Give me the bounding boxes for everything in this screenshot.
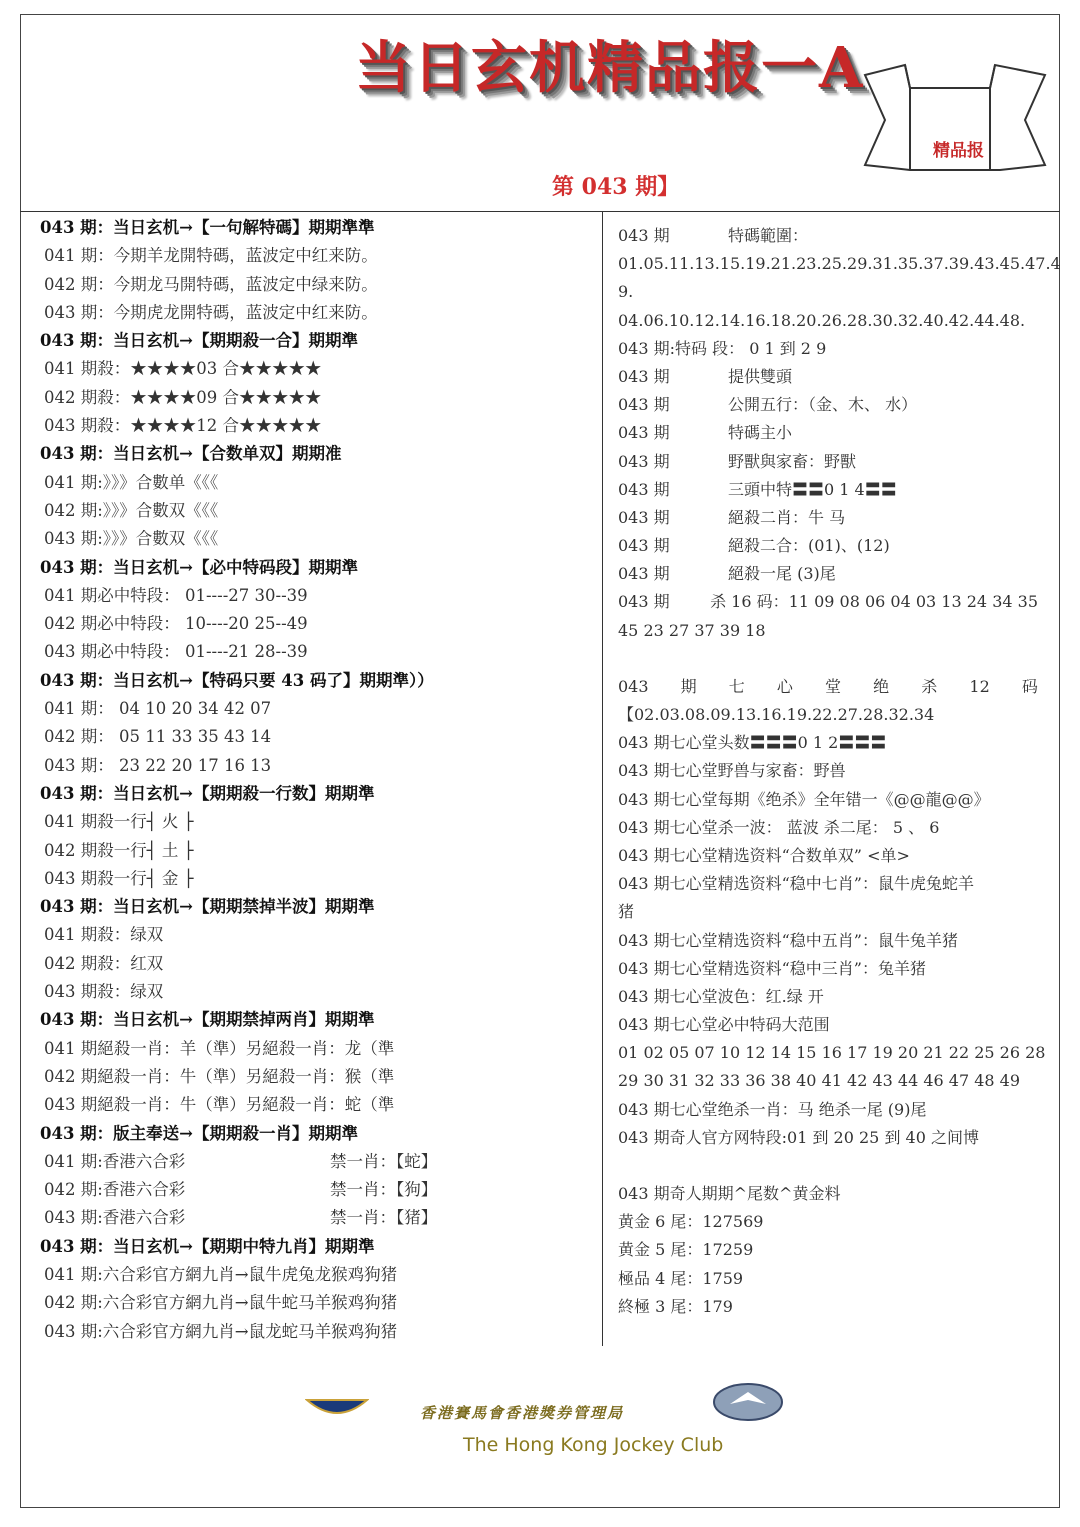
right-line: 043 期七心堂野兽与家畜：野兽 <box>618 761 846 781</box>
list-item: 042 期： 05 11 33 35 43 14 <box>44 727 272 747</box>
right-line: 極品 4 尾：1759 <box>618 1268 744 1288</box>
right-line: 043 期七心堂精选资料“稳中三肖”：兔羊猪 <box>618 958 926 978</box>
right-line: 04.06.10.12.14.16.18.20.26.28.30.32.40.42.44.48. <box>618 310 1026 330</box>
scroll-banner-icon <box>860 60 1050 180</box>
section-heading: 043 期：当日玄机→【期期殺一合】期期準 <box>40 331 359 351</box>
list-item: 043 期:》》》合數双《《《 <box>44 529 219 549</box>
right-line: 043 期七心堂必中特码大范围 <box>618 1015 830 1035</box>
heading-word: 码 <box>1021 676 1038 696</box>
section-heading: 043 期：当日玄机→【合数单双】期期准 <box>40 444 342 464</box>
issue-number: 第 043 期】 <box>552 174 680 200</box>
right-line: 猪 <box>618 902 635 922</box>
left-column <box>40 214 600 1346</box>
right-row: 043 期 杀 16 码：11 09 08 06 04 03 13 24 34 35 <box>618 592 1038 612</box>
column-divider <box>602 211 603 1346</box>
jockey-club-logo-icon <box>712 1382 784 1422</box>
list-item: 041 期:六合彩官方網九肖→鼠牛虎兔龙猴鸡狗猪 <box>44 1264 398 1284</box>
heading-word: 七 <box>728 676 745 696</box>
right-row: 043 期 絕殺二合：(01)、(12) <box>618 536 890 556</box>
right-line: 043 期七心堂每期《绝杀》全年错一《@@龍@@》 <box>618 789 990 809</box>
right-line: 043 期奇人期期^尾数^黄金料 <box>618 1184 841 1203</box>
right-line: 043 期七心堂杀一波： 蓝波 杀二尾： 5 、 6 <box>618 817 940 837</box>
list-item: 041 期必中特段： 01----27 30--39 <box>44 585 308 605</box>
page-title: 当日玄机精品报一A <box>355 35 865 101</box>
list-item: 043 期殺一行┤ 金 ├ <box>44 868 194 888</box>
list-item: 041 期殺：★★★★03 合★★★★★ <box>44 359 322 379</box>
right-line: 043 期七心堂头数〓〓〓0 1 2〓〓〓 <box>618 733 887 753</box>
section-heading: 043 期：当日玄机→【必中特码段】期期準 <box>40 557 359 577</box>
right-row: 043 期 三頭中特〓〓0 1 4〓〓 <box>618 479 897 499</box>
right-line: 043 期七心堂波色：红.绿 开 <box>618 986 824 1006</box>
section-heading: 043 期：当日玄机→【特码只要 43 码了】期期準）） <box>40 670 434 690</box>
section-heading: 043 期：当日玄机→【期期禁掉两肖】期期準 <box>40 1010 375 1030</box>
right-line: 043 期七心堂精选资料“稳中七肖”：鼠牛虎兔蛇羊 <box>618 874 974 894</box>
section-heading: 043 期：当日玄机→【期期中特九肖】期期準 <box>40 1236 375 1256</box>
list-item: 042 期必中特段： 10----20 25--49 <box>44 614 308 634</box>
list-item: 042 期絕殺一肖：牛（準）另絕殺一肖：猴（準 <box>44 1066 395 1086</box>
right-row: 043 期 絕殺二肖：牛 马 <box>618 507 846 527</box>
right-line: 043 期:特码 段： 0 1 到 2 9 <box>618 338 827 358</box>
list-item: 042 期殺：★★★★09 合★★★★★ <box>44 387 322 407</box>
heading-word: 12 <box>969 676 990 696</box>
right-line: 043 期奇人官方网特段:01 到 20 25 到 40 之间博 <box>618 1127 979 1147</box>
right-line: 043 期七心堂精选资料“合数单双” <单> <box>618 845 910 865</box>
footer-english-name: The Hong Kong Jockey Club <box>463 1434 724 1456</box>
list-item: 042 期:六合彩官方網九肖→鼠牛蛇马羊猴鸡狗猪 <box>44 1293 398 1313</box>
list-item: 043 期： 23 22 20 17 16 13 <box>44 755 272 775</box>
list-item: 041 期絕殺一肖：羊（準）另絕殺一肖：龙（準 <box>44 1038 395 1058</box>
list-item: 041 期:》》》合數单《《《 <box>44 472 219 492</box>
lottery-logo-icon <box>305 1396 369 1420</box>
list-item: 043 期:六合彩官方網九肖→鼠龙蛇马羊猴鸡狗猪 <box>44 1321 398 1341</box>
list-item: 042 期殺：红双 <box>44 953 164 973</box>
right-line: 29 30 31 32 33 36 38 40 41 42 43 44 46 47 48 49 <box>618 1071 1021 1091</box>
header-divider <box>20 211 1060 212</box>
ban-row: 041 期:香港六合彩 禁一肖：【蛇】 <box>44 1151 438 1171</box>
list-item: 043 期殺：绿双 <box>44 982 164 1002</box>
heading-word: 期 <box>680 676 697 696</box>
section-heading: 043 期：当日玄机→【期期殺一行数】期期準 <box>40 783 375 803</box>
right-row: 043 期 絕殺一尾 (3)尾 <box>618 564 836 584</box>
heading-word: 心 <box>776 676 793 696</box>
section-heading: 043 期：当日玄机→【期期禁掉半波】期期準 <box>40 897 375 917</box>
section-heading: 043 期：版主奉送→【期期殺一肖】期期準 <box>40 1123 359 1143</box>
right-row: 043 期 提供雙頭 <box>618 366 793 386</box>
list-item: 042 期殺一行┤ 土 ├ <box>44 840 194 860</box>
right-line: 45 23 27 37 39 18 <box>618 620 766 640</box>
right-line: 【02.03.08.09.13.16.19.22.27.28.32.34 <box>618 705 935 724</box>
list-item: 041 期：今期羊龙開特碼，蓝波定中红来防。 <box>44 246 378 266</box>
list-item: 042 期：今期龙马開特碼，蓝波定中绿来防。 <box>44 274 378 294</box>
heading-word: 杀 <box>921 676 938 696</box>
list-item: 043 期絕殺一肖：牛（準）另絕殺一肖：蛇（準 <box>44 1095 395 1115</box>
banner-label: 精品报 <box>933 141 984 161</box>
section-heading: 043 期：当日玄机→【一句解特碼】期期準準 <box>40 218 375 237</box>
right-row: 043 期 特碼主小 <box>618 423 793 443</box>
ban-row: 042 期:香港六合彩 禁一肖：【狗】 <box>44 1180 438 1200</box>
heading-word: 绝 <box>873 676 890 696</box>
list-item: 043 期殺：★★★★12 合★★★★★ <box>44 416 322 436</box>
right-rows <box>618 363 1038 617</box>
list-item: 041 期： 04 10 20 34 42 07 <box>44 699 272 719</box>
heading-word: 堂 <box>825 676 842 696</box>
right-line: 043 期七心堂绝杀一肖：马 绝杀一尾 (9)尾 <box>618 1099 927 1119</box>
right-line: 01 02 05 07 10 12 14 15 16 17 19 20 21 22 25 26 28 <box>618 1043 1046 1063</box>
right-line: 043 期七心堂精选资料“稳中五肖”：鼠牛兔羊猪 <box>618 930 958 950</box>
heading-word: 043 <box>618 676 649 696</box>
list-item: 043 期：今期虎龙開特碼，蓝波定中红来防。 <box>44 302 378 322</box>
right-line: 黄金 6 尾：127569 <box>618 1212 764 1232</box>
ban-row: 043 期:香港六合彩 禁一肖：【猪】 <box>44 1208 438 1228</box>
right-line: 9. <box>618 282 634 302</box>
right-row: 043 期 公開五行：（金、木、 水） <box>618 395 918 415</box>
list-item: 043 期必中特段： 01----21 28--39 <box>44 642 308 662</box>
list-item: 041 期殺一行┤ 火 ├ <box>44 812 194 832</box>
right-line: 01.05.11.13.15.19.21.23.25.29.31.35.37.39.43.45.47.4 <box>618 254 1061 274</box>
footer-chinese-name: 香港賽馬會香港獎券管理局 <box>420 1404 625 1422</box>
right-column <box>618 222 1061 1321</box>
qixintang-heading <box>618 673 1038 701</box>
list-item: 041 期殺：绿双 <box>44 925 164 945</box>
right-line: 黄金 5 尾：17259 <box>618 1240 754 1260</box>
right-line: 043 期 特碼範圍： <box>618 226 809 245</box>
right-row: 043 期 野獸與家畜：野獸 <box>618 451 857 471</box>
list-item: 042 期:》》》合數双《《《 <box>44 500 219 520</box>
right-line: 終極 3 尾：179 <box>618 1296 733 1316</box>
